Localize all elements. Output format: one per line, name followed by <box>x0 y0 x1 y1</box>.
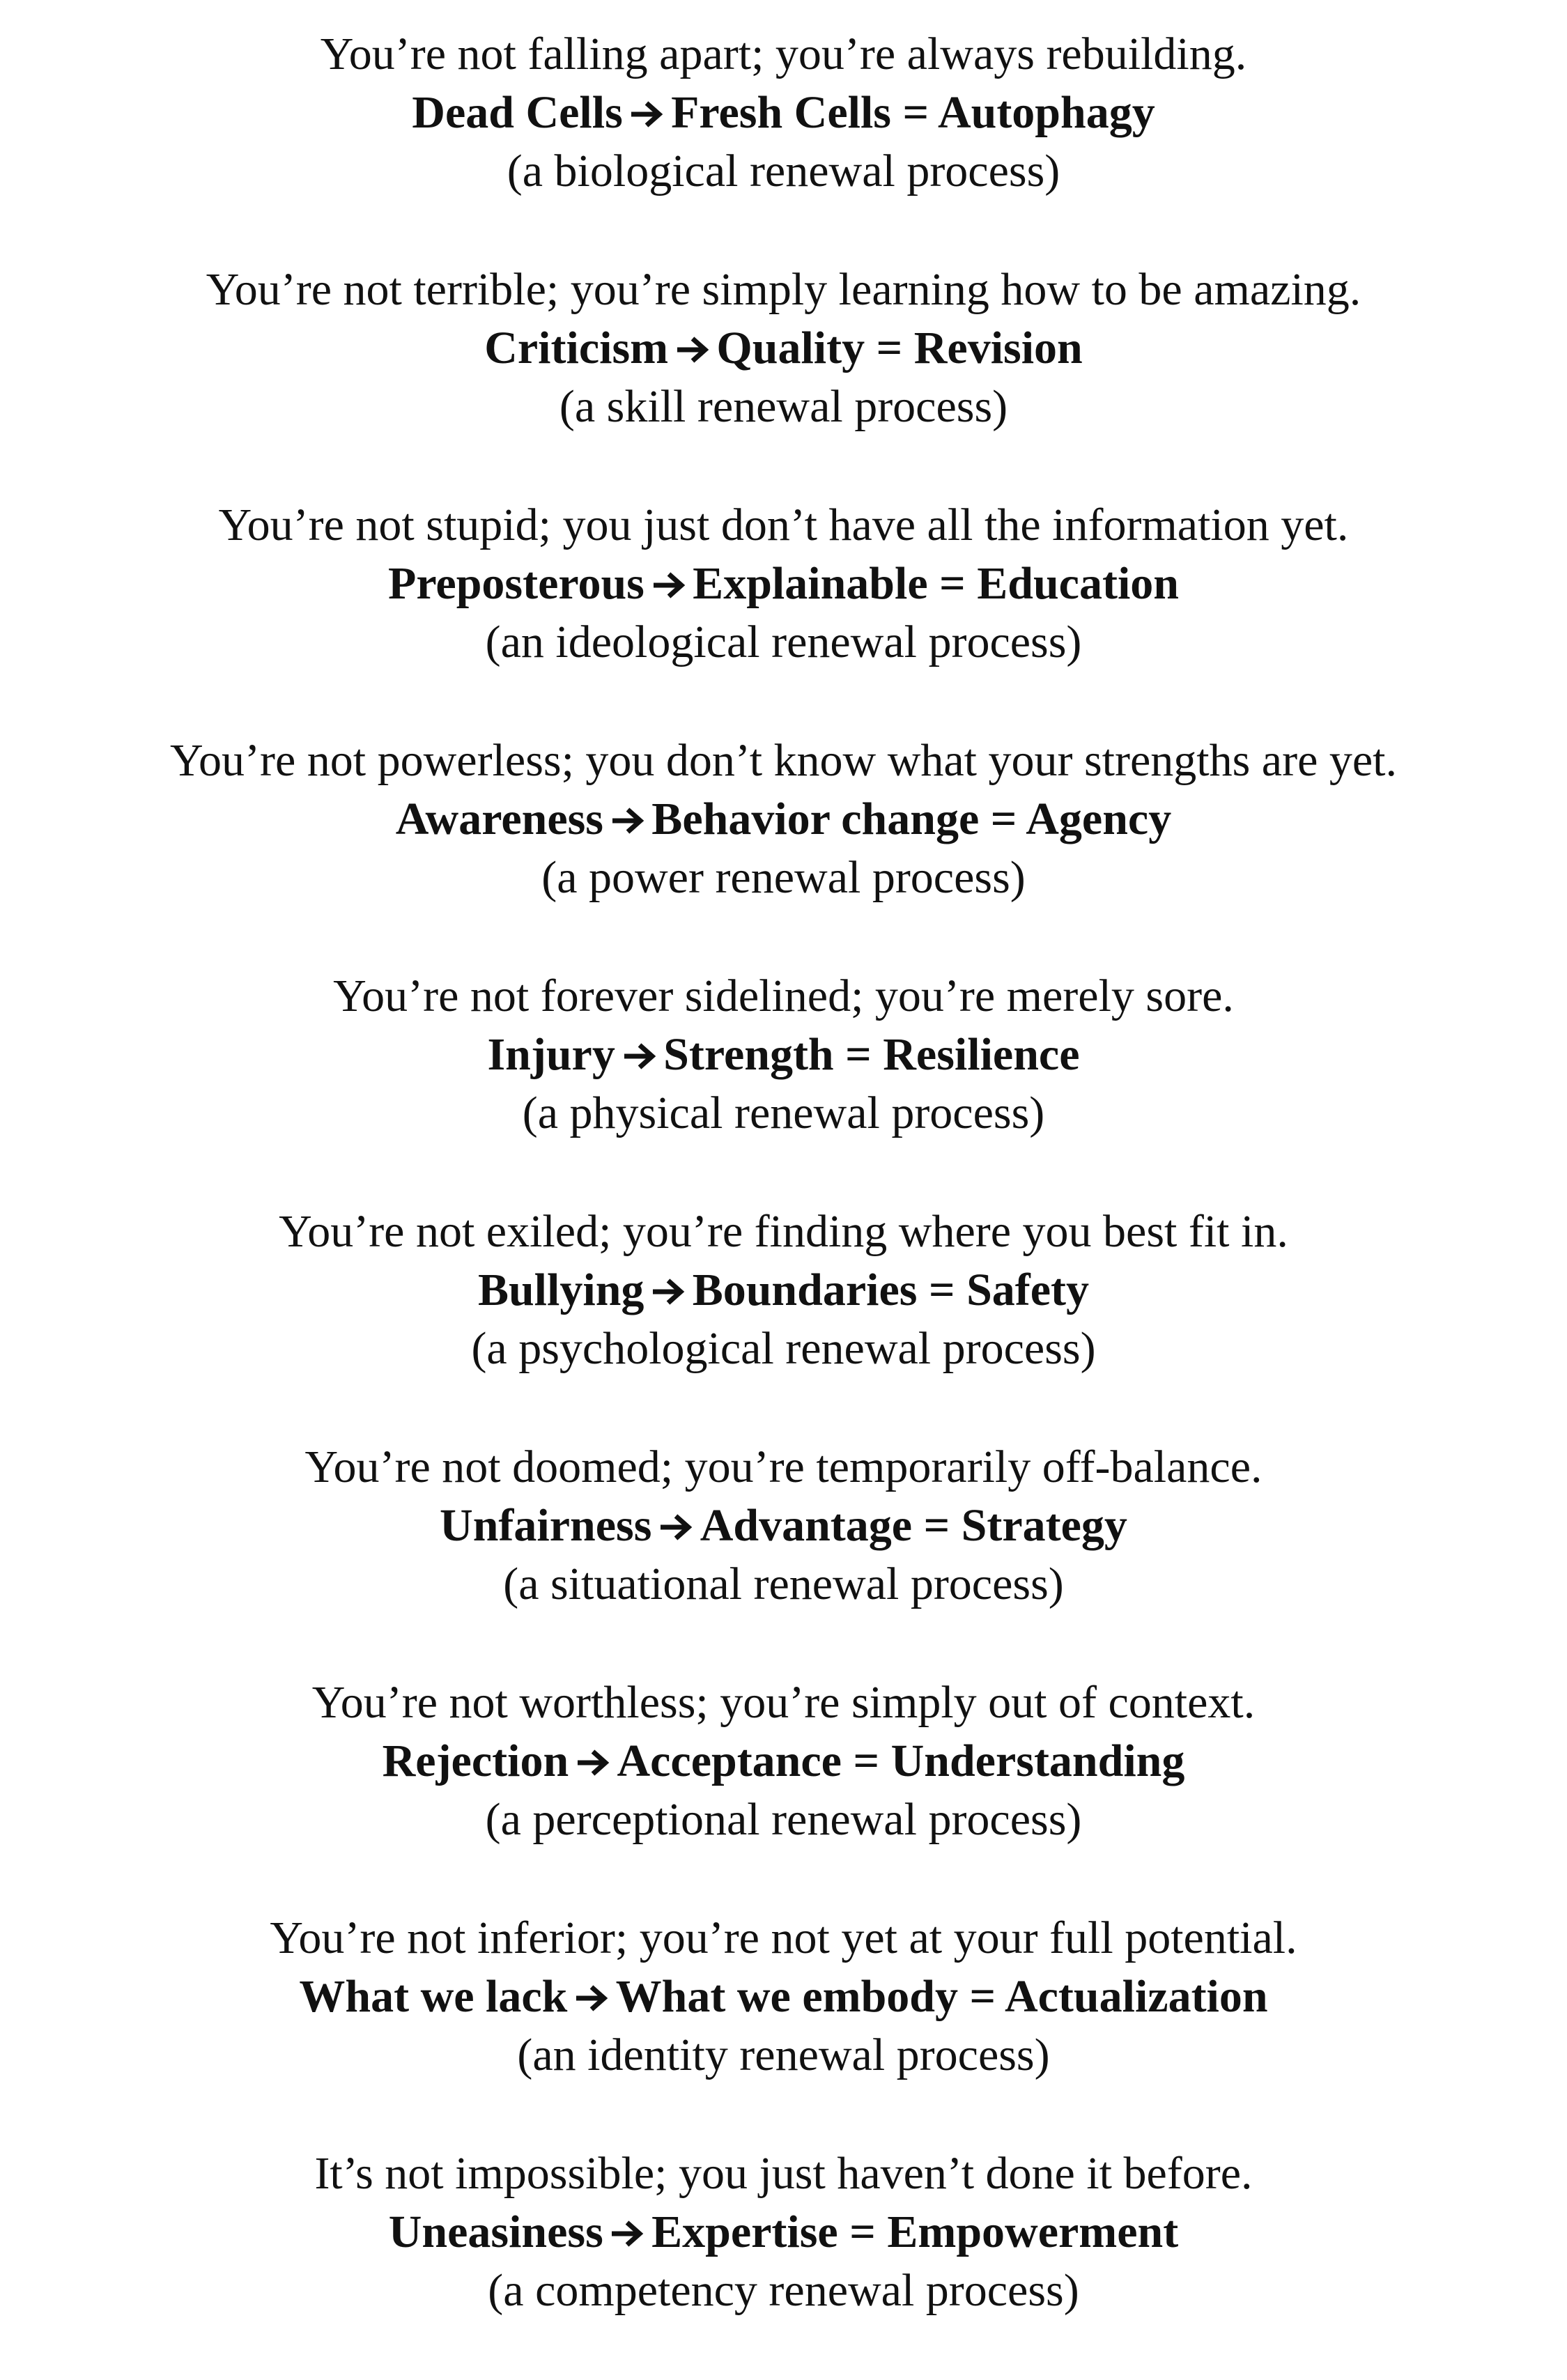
stanza <box>0 2145 1567 2380</box>
stanza-statement: You’re not forever sidelined; you’re merely sore. <box>333 971 1234 1021</box>
formula-result: Empowerment <box>887 2207 1179 2257</box>
renewal-list <box>0 25 1567 2380</box>
right-arrow-icon <box>644 555 693 613</box>
stanza-note: (a competency renewal process) <box>488 2265 1079 2316</box>
stanza <box>0 25 1567 261</box>
formula-from: Criticism <box>484 323 669 373</box>
stanza <box>0 967 1567 1203</box>
stanza-note: (a physical renewal process) <box>522 1088 1045 1138</box>
right-arrow-icon <box>567 1968 615 2026</box>
formula-equals: = <box>917 1265 967 1315</box>
stanza-statement: It’s not impossible; you just haven’t done it before. <box>314 2148 1253 2199</box>
stanza-formula <box>0 1261 1567 1320</box>
formula-equals: = <box>865 323 914 373</box>
formula-equals: = <box>912 1500 962 1551</box>
right-arrow-icon <box>623 84 671 142</box>
formula-equals: = <box>958 1971 1005 2022</box>
stanza-statement: You’re not doomed; you’re temporarily off-balance. <box>304 1442 1263 1492</box>
stanza-statement: You’re not powerless; you don’t know what your strengths are yet. <box>170 735 1397 786</box>
formula-result: Resilience <box>883 1029 1080 1080</box>
stanza <box>0 261 1567 496</box>
stanza-note: (a skill renewal process) <box>559 381 1008 432</box>
formula-result: Strategy <box>961 1500 1127 1551</box>
stanza-note: (a perceptional renewal process) <box>485 1794 1082 1845</box>
stanza-statement: You’re not terrible; you’re simply learning how to be amazing. <box>206 264 1361 315</box>
formula-to: What we embody <box>615 1971 958 2022</box>
formula-equals: = <box>890 87 938 138</box>
stanza-note: (an identity renewal process) <box>517 2030 1050 2080</box>
formula-to: Acceptance <box>617 1736 842 1786</box>
formula-equals: = <box>833 1029 883 1080</box>
stanza-statement: You’re not worthless; you’re simply out of context. <box>311 1677 1256 1728</box>
stanza-formula <box>0 2203 1567 2262</box>
formula-from: What we lack <box>299 1971 568 2022</box>
formula-from: Uneasiness <box>388 2207 603 2257</box>
formula-to: Explainable <box>693 558 928 609</box>
formula-from: Injury <box>487 1029 615 1080</box>
formula-from: Awareness <box>395 794 603 844</box>
stanza-formula <box>0 555 1567 613</box>
stanza <box>0 496 1567 732</box>
right-arrow-icon <box>651 1497 700 1555</box>
stanza <box>0 732 1567 967</box>
formula-to: Quality <box>716 323 865 373</box>
formula-result: Autophagy <box>937 87 1155 138</box>
formula-result: Safety <box>966 1265 1090 1315</box>
right-arrow-icon <box>644 1261 692 1320</box>
right-arrow-icon <box>603 2203 651 2262</box>
formula-from: Bullying <box>477 1265 644 1315</box>
right-arrow-icon <box>615 1026 663 1084</box>
formula-from: Rejection <box>382 1736 569 1786</box>
formula-to: Advantage <box>700 1500 913 1551</box>
formula-from: Dead Cells <box>412 87 623 138</box>
right-arrow-icon <box>668 319 716 378</box>
stanza-formula <box>0 1026 1567 1084</box>
formula-result: Education <box>977 558 1179 609</box>
stanza-statement: You’re not exiled; you’re finding where you best fit in. <box>279 1206 1288 1257</box>
stanza <box>0 1438 1567 1674</box>
formula-result: Actualization <box>1004 1971 1268 2022</box>
stanza-note: (a biological renewal process) <box>507 146 1060 196</box>
formula-result: Revision <box>913 323 1083 373</box>
stanza-formula <box>0 319 1567 378</box>
formula-to: Expertise <box>651 2207 838 2257</box>
formula-equals: = <box>837 2207 888 2257</box>
stanza-statement: You’re not stupid; you just don’t have all the information yet. <box>218 500 1349 550</box>
formula-from: Preposterous <box>388 558 644 609</box>
stanza-statement: You’re not inferior; you’re not yet at your full potential. <box>270 1912 1297 1963</box>
formula-equals: = <box>927 558 978 609</box>
right-arrow-icon <box>569 1732 617 1791</box>
stanza-formula <box>0 1497 1567 1555</box>
formula-to: Boundaries <box>692 1265 918 1315</box>
stanza-formula <box>0 790 1567 849</box>
formula-equals: = <box>979 794 1026 844</box>
stanza-formula <box>0 84 1567 142</box>
right-arrow-icon <box>603 790 651 849</box>
stanza-note: (an ideological renewal process) <box>485 617 1082 667</box>
formula-to: Strength <box>663 1029 834 1080</box>
stanza-note: (a situational renewal process) <box>503 1559 1064 1609</box>
stanza-statement: You’re not falling apart; you’re always rebuilding. <box>320 29 1247 79</box>
formula-to: Behavior change <box>651 794 980 844</box>
formula-result: Agency <box>1026 794 1172 844</box>
formula-to: Fresh Cells <box>671 87 891 138</box>
stanza-formula <box>0 1968 1567 2026</box>
formula-equals: = <box>841 1736 891 1786</box>
formula-from: Unfairness <box>440 1500 652 1551</box>
stanza <box>0 1674 1567 1909</box>
stanza <box>0 1909 1567 2145</box>
stanza-formula <box>0 1732 1567 1791</box>
formula-result: Understanding <box>890 1736 1185 1786</box>
stanza-note: (a psychological renewal process) <box>471 1323 1096 1374</box>
stanza-note: (a power renewal process) <box>541 852 1026 903</box>
stanza <box>0 1203 1567 1438</box>
